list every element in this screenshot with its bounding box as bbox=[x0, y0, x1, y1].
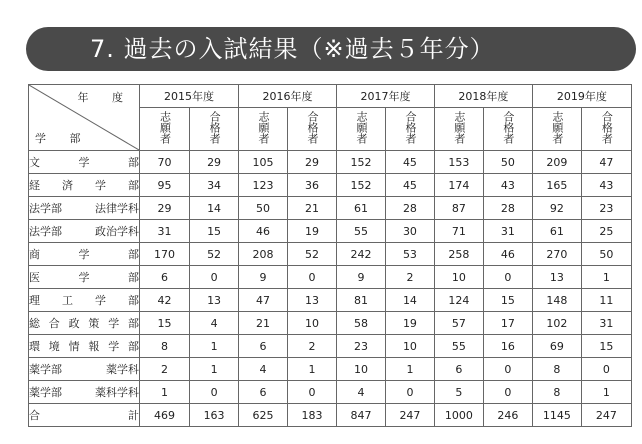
department-name-part: 合 bbox=[29, 409, 40, 422]
passed-count: 15 bbox=[581, 335, 631, 358]
department-name-part: 部 bbox=[128, 156, 139, 169]
passed-count: 43 bbox=[581, 174, 631, 197]
header-label: 志願者 bbox=[354, 111, 368, 144]
department-name-part: 法学部 bbox=[29, 202, 62, 215]
table-row bbox=[29, 312, 632, 335]
applicants-count: 6 bbox=[140, 266, 190, 289]
department-name-part: 政 bbox=[68, 317, 80, 330]
applicants-count: 55 bbox=[434, 335, 483, 358]
header-year-row bbox=[29, 85, 632, 108]
applicants-count: 31 bbox=[140, 220, 190, 243]
department-name-part: 合 bbox=[48, 317, 60, 330]
table-row bbox=[29, 197, 632, 220]
applicants-count: 1 bbox=[140, 381, 190, 404]
passed-count: 25 bbox=[581, 220, 631, 243]
applicants-header bbox=[140, 108, 190, 151]
year-header: 2019年度 bbox=[532, 85, 631, 108]
applicants-count: 2 bbox=[140, 358, 190, 381]
table-row bbox=[29, 358, 632, 381]
applicants-count: 61 bbox=[532, 220, 581, 243]
passed-count: 29 bbox=[190, 151, 239, 174]
passed-count: 28 bbox=[483, 197, 532, 220]
header-label: 合格者 bbox=[306, 111, 319, 144]
passed-count: 1 bbox=[581, 266, 631, 289]
passed-count: 16 bbox=[483, 335, 532, 358]
applicants-count: 625 bbox=[239, 404, 288, 427]
passed-count: 10 bbox=[385, 335, 434, 358]
passed-count: 53 bbox=[385, 243, 434, 266]
department-cell bbox=[29, 404, 140, 427]
passed-count: 19 bbox=[385, 312, 434, 335]
table-row bbox=[29, 220, 632, 243]
passed-count: 4 bbox=[190, 312, 239, 335]
header-label: 合格者 bbox=[403, 111, 417, 144]
admission-results-table bbox=[28, 84, 632, 427]
applicants-count: 95 bbox=[140, 174, 190, 197]
passed-count: 13 bbox=[190, 289, 239, 312]
department-name-part: 報 bbox=[88, 340, 100, 353]
passed-count: 45 bbox=[385, 174, 434, 197]
department-name-part: 部 bbox=[128, 179, 139, 192]
year-label: 年 度 bbox=[77, 91, 134, 104]
passed-count: 31 bbox=[581, 312, 631, 335]
applicants-count: 153 bbox=[434, 151, 483, 174]
department-name-part: 部 bbox=[128, 271, 139, 284]
passed-count: 52 bbox=[190, 243, 239, 266]
applicants-count: 8 bbox=[140, 335, 190, 358]
passed-count: 47 bbox=[581, 151, 631, 174]
header-label: 志願者 bbox=[158, 111, 172, 144]
applicants-count: 23 bbox=[336, 335, 385, 358]
applicants-count: 6 bbox=[239, 335, 288, 358]
applicants-count: 8 bbox=[532, 381, 581, 404]
department-name-part: 法学部 bbox=[29, 225, 62, 238]
passed-count: 10 bbox=[288, 312, 337, 335]
department-name-part: 理 bbox=[29, 294, 40, 307]
department-name-part: 工 bbox=[62, 294, 73, 307]
department-cell bbox=[29, 197, 140, 220]
table-body bbox=[29, 151, 632, 427]
department-cell bbox=[29, 220, 140, 243]
department-name-part: 情 bbox=[68, 340, 80, 353]
applicants-count: 123 bbox=[239, 174, 288, 197]
header-label: 志願者 bbox=[452, 111, 466, 144]
applicants-count: 92 bbox=[532, 197, 581, 220]
passed-count: 43 bbox=[483, 174, 532, 197]
passed-count: 1 bbox=[385, 358, 434, 381]
department-cell bbox=[29, 289, 140, 312]
passed-count: 1 bbox=[288, 358, 337, 381]
applicants-count: 242 bbox=[336, 243, 385, 266]
applicants-count: 4 bbox=[239, 358, 288, 381]
applicants-count: 61 bbox=[336, 197, 385, 220]
applicants-count: 15 bbox=[140, 312, 190, 335]
year-header: 2018年度 bbox=[434, 85, 532, 108]
passed-count: 1 bbox=[190, 358, 239, 381]
department-cell bbox=[29, 358, 140, 381]
department-name-part: 学 bbox=[78, 156, 90, 169]
department-name-part: 部 bbox=[127, 317, 139, 330]
department-name-part: 文 bbox=[29, 156, 40, 169]
table-row bbox=[29, 174, 632, 197]
passed-count: 0 bbox=[483, 381, 532, 404]
applicants-count: 69 bbox=[532, 335, 581, 358]
corner-header-cell bbox=[29, 85, 140, 151]
passed-count: 11 bbox=[581, 289, 631, 312]
department-cell bbox=[29, 243, 140, 266]
passed-count: 46 bbox=[483, 243, 532, 266]
applicants-count: 58 bbox=[336, 312, 385, 335]
year-header: 2015年度 bbox=[140, 85, 239, 108]
department-name-part: 境 bbox=[48, 340, 60, 353]
applicants-count: 6 bbox=[434, 358, 483, 381]
applicants-count: 1145 bbox=[532, 404, 581, 427]
applicants-count: 6 bbox=[239, 381, 288, 404]
applicants-count: 258 bbox=[434, 243, 483, 266]
department-cell bbox=[29, 266, 140, 289]
applicants-count: 55 bbox=[336, 220, 385, 243]
passed-count: 1 bbox=[581, 381, 631, 404]
department-name-part: 総 bbox=[29, 317, 40, 330]
applicants-count: 9 bbox=[239, 266, 288, 289]
department-name-part: 薬学科 bbox=[106, 363, 140, 376]
applicants-count: 148 bbox=[532, 289, 581, 312]
passed-count: 0 bbox=[190, 266, 239, 289]
department-cell bbox=[29, 335, 140, 358]
applicants-count: 102 bbox=[532, 312, 581, 335]
applicants-count: 270 bbox=[532, 243, 581, 266]
passed-count: 50 bbox=[483, 151, 532, 174]
passed-count: 52 bbox=[288, 243, 337, 266]
passed-count: 36 bbox=[288, 174, 337, 197]
applicants-count: 81 bbox=[336, 289, 385, 312]
applicants-count: 152 bbox=[336, 174, 385, 197]
table-row bbox=[29, 266, 632, 289]
passed-header bbox=[385, 108, 434, 151]
header-label: 合格者 bbox=[600, 111, 614, 144]
department-name-part: 政治学科 bbox=[95, 225, 140, 238]
passed-count: 247 bbox=[581, 404, 631, 427]
applicants-count: 105 bbox=[239, 151, 288, 174]
passed-count: 13 bbox=[288, 289, 337, 312]
year-header: 2016年度 bbox=[239, 85, 337, 108]
table-row bbox=[29, 243, 632, 266]
department-name-part: 環 bbox=[29, 340, 40, 353]
passed-header bbox=[190, 108, 239, 151]
header-label: 合格者 bbox=[501, 111, 515, 144]
applicants-count: 57 bbox=[434, 312, 483, 335]
department-name-part: 済 bbox=[62, 179, 73, 192]
department-name-part: 薬学部 bbox=[29, 386, 62, 399]
passed-count: 1 bbox=[190, 335, 239, 358]
department-name-part: 部 bbox=[127, 340, 139, 353]
applicants-count: 87 bbox=[434, 197, 483, 220]
passed-count: 19 bbox=[288, 220, 337, 243]
passed-count: 183 bbox=[288, 404, 337, 427]
passed-count: 246 bbox=[483, 404, 532, 427]
department-cell bbox=[29, 174, 140, 197]
applicants-header bbox=[336, 108, 385, 151]
passed-count: 21 bbox=[288, 197, 337, 220]
applicants-header bbox=[239, 108, 288, 151]
department-cell bbox=[29, 381, 140, 404]
applicants-count: 42 bbox=[140, 289, 190, 312]
passed-count: 17 bbox=[483, 312, 532, 335]
applicants-count: 8 bbox=[532, 358, 581, 381]
page-title: 7. 過去の入試結果（※過去５年分） bbox=[90, 35, 495, 63]
applicants-count: 1000 bbox=[434, 404, 483, 427]
applicants-count: 21 bbox=[239, 312, 288, 335]
department-name-part: 学 bbox=[95, 294, 106, 307]
table-row bbox=[29, 151, 632, 174]
header-label: 志願者 bbox=[550, 111, 564, 144]
department-name-part: 医 bbox=[29, 271, 40, 284]
department-name-part: 学 bbox=[78, 248, 90, 261]
applicants-count: 47 bbox=[239, 289, 288, 312]
passed-count: 0 bbox=[483, 266, 532, 289]
department-name-part: 策 bbox=[88, 317, 100, 330]
applicants-count: 209 bbox=[532, 151, 581, 174]
applicants-count: 847 bbox=[336, 404, 385, 427]
header-label: 志願者 bbox=[257, 111, 271, 144]
applicants-count: 70 bbox=[140, 151, 190, 174]
passed-count: 0 bbox=[385, 381, 434, 404]
department-name-part: 学 bbox=[78, 271, 90, 284]
passed-count: 0 bbox=[483, 358, 532, 381]
applicants-count: 124 bbox=[434, 289, 483, 312]
passed-count: 163 bbox=[190, 404, 239, 427]
department-name-part: 計 bbox=[128, 409, 140, 422]
department-cell bbox=[29, 312, 140, 335]
applicants-count: 5 bbox=[434, 381, 483, 404]
department-name-part: 法律学科 bbox=[95, 202, 140, 215]
passed-count: 14 bbox=[190, 197, 239, 220]
department-name-part: 学 bbox=[108, 340, 120, 353]
applicants-count: 174 bbox=[434, 174, 483, 197]
title-banner bbox=[26, 27, 636, 71]
passed-count: 0 bbox=[581, 358, 631, 381]
passed-count: 2 bbox=[288, 335, 337, 358]
passed-count: 45 bbox=[385, 151, 434, 174]
year-header: 2017年度 bbox=[336, 85, 434, 108]
applicants-count: 50 bbox=[239, 197, 288, 220]
passed-count: 23 bbox=[581, 197, 631, 220]
passed-count: 247 bbox=[385, 404, 434, 427]
applicants-count: 29 bbox=[140, 197, 190, 220]
applicants-header bbox=[532, 108, 581, 151]
passed-count: 34 bbox=[190, 174, 239, 197]
department-name-part: 薬学部 bbox=[29, 363, 62, 376]
table-row bbox=[29, 404, 632, 427]
applicants-count: 208 bbox=[239, 243, 288, 266]
passed-count: 15 bbox=[190, 220, 239, 243]
applicants-count: 13 bbox=[532, 266, 581, 289]
table-row bbox=[29, 381, 632, 404]
applicants-count: 152 bbox=[336, 151, 385, 174]
department-name-part: 部 bbox=[128, 248, 139, 261]
passed-count: 28 bbox=[385, 197, 434, 220]
department-name-part: 薬科学科 bbox=[95, 386, 140, 399]
passed-header bbox=[483, 108, 532, 151]
department-cell bbox=[29, 151, 140, 174]
applicants-count: 10 bbox=[336, 358, 385, 381]
department-name-part: 経 bbox=[29, 179, 40, 192]
applicants-count: 165 bbox=[532, 174, 581, 197]
applicants-count: 4 bbox=[336, 381, 385, 404]
applicants-count: 71 bbox=[434, 220, 483, 243]
applicants-count: 9 bbox=[336, 266, 385, 289]
applicants-header bbox=[434, 108, 483, 151]
passed-count: 29 bbox=[288, 151, 337, 174]
applicants-count: 46 bbox=[239, 220, 288, 243]
passed-count: 0 bbox=[190, 381, 239, 404]
department-name-part: 学 bbox=[108, 317, 120, 330]
department-name-part: 商 bbox=[29, 248, 40, 261]
applicants-count: 170 bbox=[140, 243, 190, 266]
department-name-part: 学 bbox=[95, 179, 106, 192]
table-row bbox=[29, 289, 632, 312]
passed-count: 30 bbox=[385, 220, 434, 243]
applicants-count: 469 bbox=[140, 404, 190, 427]
passed-count: 50 bbox=[581, 243, 631, 266]
passed-header bbox=[581, 108, 631, 151]
passed-count: 14 bbox=[385, 289, 434, 312]
passed-count: 0 bbox=[288, 266, 337, 289]
passed-count: 2 bbox=[385, 266, 434, 289]
table-row bbox=[29, 335, 632, 358]
department-name-part: 部 bbox=[128, 294, 139, 307]
header-label: 合格者 bbox=[208, 111, 222, 144]
dept-label: 学 部 bbox=[35, 132, 91, 145]
passed-count: 31 bbox=[483, 220, 532, 243]
passed-count: 15 bbox=[483, 289, 532, 312]
passed-count: 0 bbox=[288, 381, 337, 404]
passed-header bbox=[288, 108, 337, 151]
applicants-count: 10 bbox=[434, 266, 483, 289]
